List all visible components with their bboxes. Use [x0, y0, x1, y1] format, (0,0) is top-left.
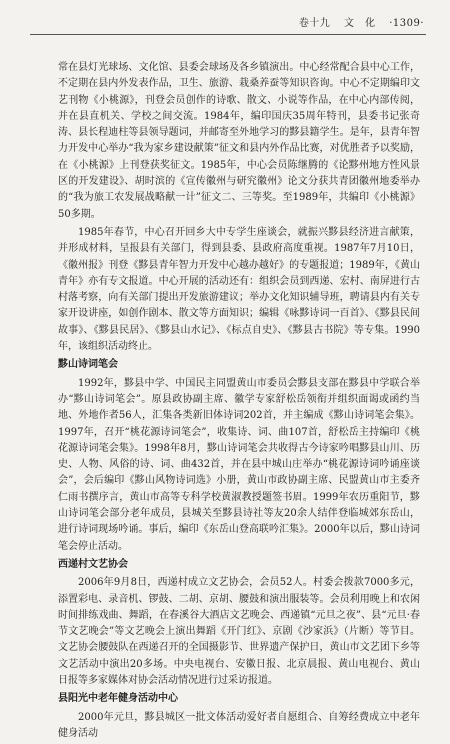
section-label: 文 化: [344, 18, 376, 29]
paragraph: 常在县灯光球场、文化馆、县委会球场及各乡镇演出。中心经常配合县中心工作，不定期在县内外发表作品，卫生、旅游、栽桑养蚕等知识咨询。中心不定期编印文艺刊物《小桃源》，刊登会员创作的诗歌、散文、小说等作品，在中心内部传阅，并在县直机关、学校之间交流。1984年，编印国庆35周年特刊，县委书记张奇涛、县长程迪柱等县领导题词，并邮寄至外地学习的黟县籍学生。是年，县青年智力开发中心举办“我为家乡建设献策”征文和县内外作品比赛，对优胜者予以奖励，在《小桃源》上刊登获奖征文。1985年，中心会员陈继腾的《论黟州地方性风景区的开发建设》、胡时滨的《宣传徽州与研究徽州》论文分获共青团徽州地委举办的“我为旅工农发展战略献一计”征文二、三等奖。至1989年，共编印《小桃源》50多期。: [58, 62, 420, 220]
page-header: [40, 14, 424, 32]
paragraph: 1992年，黟县中学、中国民主同盟黄山市委员会黟县支部在黟县中学联合举办“黟山诗词笔会”。原县政协副主席、徽学专家舒松岳领衔并组织面谒或函约当地、外地作者56人，汇集各类新旧体诗词202首，并主编成《黟山诗词笔会集》。1997年，召开“桃花源诗词笔会”，收集诗、词、曲107首，舒松岳主持编印《桃花源诗词笔会集》。1998年8月，黟山诗词笔会共收得古今诗家吟唱黟县山川、历史、人物、风俗的诗、词、曲432首，并在县中城山庄举办“桃花源诗词吟诵座谈会”，会后编印《黟山风物诗词选》小册，黄山市政协副主席、民盟黄山市主委齐仁雨书撰序言，黄山市高等专科学校黄淑教授题签书眉。1999年农历重阳节，黟山诗词笔会部分老年成员，县城关至黟县诗社等友20余人结伴登临城郊东岳山，进行诗词现场吟诵。事后，编印《东岳山登高联吟汇集》。2000年以后，黟山诗词笔会停止活动。: [58, 377, 420, 552]
paragraph: 2000年元旦，黟县城区一批文体活动爱好者自愿组合、自筹经费成立中老年健身活动: [58, 711, 420, 739]
section-heading: 西递村文艺协会: [58, 558, 128, 570]
paragraph: 1985年春节，中心召开回乡大中专学生座谈会，就振兴黟县经济进言献策，并形成材料，呈报县有关部门，得到县委、县政府高度重视。1987年7月10日，《徽州报》刊登《黟县青年智力开发中心越办越好》的专题报道；1989年，《黄山青年》亦有专文报道。中心开展的活动还有：组织会员到西递、宏村、南屏进行古村落考察，向有关部门提出开发旅游建议；举办文化知识辅导班，聘请县内有关专家开设讲座，如创作剧本、散文等方面知识；编辑《咏黟诗词一百首》、《黟县民间故事》、《黟县民居》、《黟县山水记》、《标点自史》、《黟县古书院》等专集。1990年，该组织活动终止。: [58, 226, 420, 353]
body-text: [58, 60, 420, 744]
paragraph: 2006年9月8日，西递村成立文艺协会，会员52人。村委会拨款7000多元，添置彩电、录音机、锣鼓、二胡、京胡、腰鼓和演出服装等。会员利用晚上和农闲时间排练戏曲、舞蹈，在春溪谷大酒店文艺晚会、西递镇“元旦之夜”、县“元旦·春节文艺晚会”等文艺晚会上演出舞蹈《开门红》、京剧《沙家浜》（片断）等节目。文艺协会腰鼓队在西递召开的全国摄影节、世界遗产保护日，黄山市文艺团下乡等文艺活动中演出20多场。中央电视台、安徽日报、北京晨报、黄山电视台、黄山日报等多家媒体对协会活动情况进行过采访报道。: [58, 577, 420, 686]
section-heading: 黟山诗词笔会: [58, 359, 118, 371]
section-heading: 县阳光中老年健身活动中心: [58, 693, 178, 705]
volume-label: 卷十九: [298, 18, 331, 29]
header-rule: [30, 34, 426, 35]
page-number: ·1309·: [389, 18, 424, 29]
